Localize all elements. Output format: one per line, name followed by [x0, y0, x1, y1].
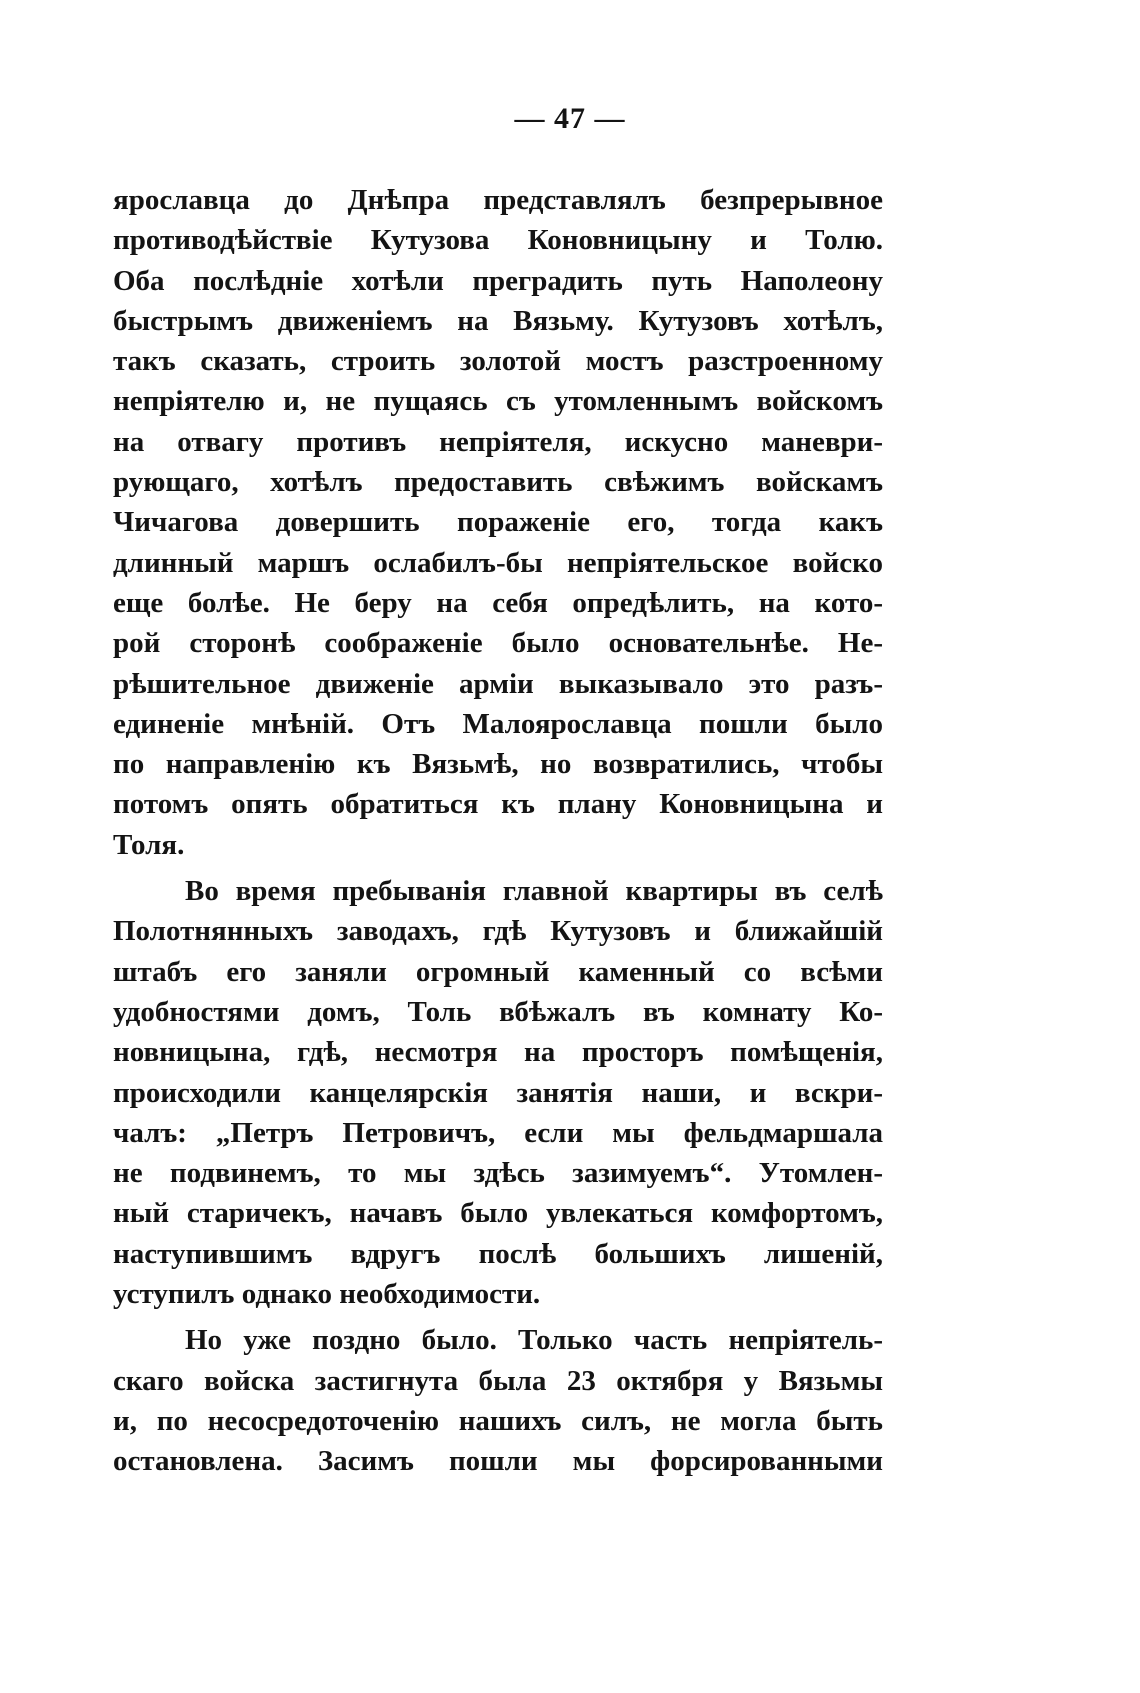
page-body-text: [113, 180, 883, 1482]
text-line: быстрымъ движеніемъ на Вязьму. Кутузовъ хотѣлъ,: [113, 304, 883, 337]
text-line: чалъ: „Петръ Петровичъ, если мы фельдмаршала: [113, 1116, 883, 1149]
text-line: штабъ его заняли огромный каменный со всѣми: [113, 955, 883, 988]
text-line: рѣшительное движеніе арміи выказывало это разъ-: [113, 667, 883, 700]
text-line: потомъ опять обратиться къ плану Коновницына и: [113, 788, 883, 821]
text-line: Толя.: [113, 828, 185, 861]
text-line: Во время пребыванія главной квартиры въ селѣ: [185, 875, 883, 908]
text-line: длинный маршъ ослабилъ-бы непріятельское войско: [113, 546, 883, 579]
text-line: непріятелю и, не пущаясь съ утомленнымъ войскомъ: [113, 385, 883, 418]
text-line: остановлена. Засимъ пошли мы форсированными: [113, 1445, 883, 1478]
text-line: такъ сказать, строить золотой мостъ разстроенному: [113, 345, 883, 378]
text-line: наступившимъ вдругъ послѣ большихъ лишеній,: [113, 1237, 883, 1270]
text-line: ный старичекъ, начавъ было увлекаться комфортомъ,: [113, 1197, 883, 1230]
text-line: рующаго, хотѣлъ предоставить свѣжимъ войскамъ: [113, 466, 883, 499]
text-line: Полотнянныхъ заводахъ, гдѣ Кутузовъ и ближайшій: [113, 915, 883, 948]
text-line: Но уже поздно было. Только часть непріятель-: [185, 1324, 883, 1357]
text-line: единеніе мнѣній. Отъ Малоярославца пошли было: [113, 707, 883, 740]
text-line: на отвагу противъ непріятеля, искусно маневри-: [113, 425, 883, 458]
text-line: удобностями домъ, Толь вбѣжалъ въ комнату Ко-: [113, 995, 883, 1028]
text-line: противодѣйствіе Кутузова Коновницыну и Толю.: [113, 224, 883, 257]
text-line: новницына, гдѣ, несмотря на просторъ помѣщенія,: [113, 1036, 883, 1069]
text-line: рой сторонѣ соображеніе было основательнѣе. Не-: [113, 627, 883, 660]
text-line: происходили канцелярскія занятія наши, и вскри-: [113, 1076, 883, 1109]
text-line: Чичагова довершить пораженіе его, тогда какъ: [113, 506, 883, 539]
page-number: — 47 —: [514, 102, 626, 135]
text-line: Оба послѣдніе хотѣли преградить путь Наполеону: [113, 264, 883, 297]
text-line: не подвинемъ, то мы здѣсь зазимуемъ“. Утомлен-: [113, 1157, 883, 1190]
text-line: скаго войска застигнута была 23 октября у Вязьмы: [113, 1364, 883, 1397]
text-line: уступилъ однако необходимости.: [113, 1278, 541, 1311]
text-line: ярославца до Днѣпра представлялъ безпрерывное: [113, 184, 883, 216]
text-line: еще болѣе. Не беру на себя опредѣлить, на кото-: [113, 586, 883, 619]
text-line: и, по несосредоточенію нашихъ силъ, не могла быть: [113, 1404, 883, 1437]
text-line: по направленію къ Вязьмѣ, но возвратились, чтобы: [113, 748, 883, 781]
